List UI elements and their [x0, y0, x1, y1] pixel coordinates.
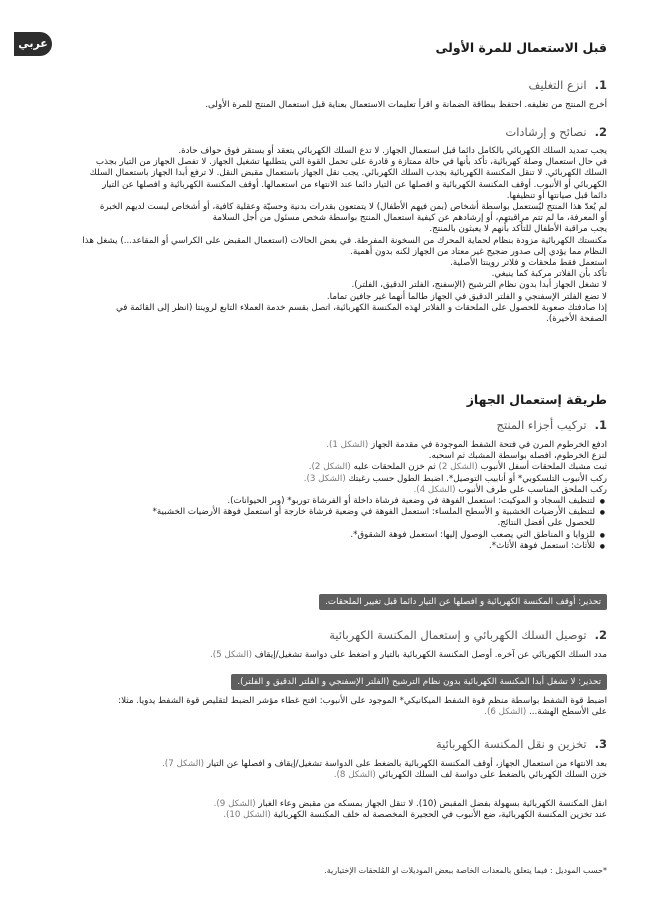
manual-page: عربي قبل الاستعمال للمرة الأولى 1.انزع التغليف أخرج المنتج من تغليفه. احتفظ ببطاقة الضمانة و اقرأ تعليمات الاستعمال بعناية قبل استعمال المنتج للمرة الأولى. 2.نصائح و إرشادات يجب تمديد السلك الكهربائي بالكامل دائما قبل استعمال الجهاز. لا تدع السلك الكهربائي يتعقد أو يستقر فوق حواف حادة. في حال استعمال وصلة كهربائية، تأكد بأنها في حالة ممتازة و قادرة على تحمل القوة التي يتطلبها تشغيل الجهاز. لا تفصل الجهاز من التيار بجذب السلك الكهربائي. لا تنقل المكنسة الكهربائية بجذب السلك الكهربائي. يجب نقل الجهاز باستعمال مقبض النقل. لا ترفع أبدا الجهاز باستعمال السلك الكهربائي أو الأنبوب. أوقف المكنسة الكهربائية و افصلها عن التيار دائما عند الانتهاء من استعمالها. أوقف المكنسة الكهربائية و افصلها عن التيار دائما قبل صيانتها أو تنظيفها. لم يُعدّ هذا المنتج ليُستعمل بواسطة أشخاص (بمن فيهم الأطفال) لا يتمتعون بقدرات بدنية وحسيّة وعقلية كافية، أو أشخاص ليست لديهم الخبرة أو المعرفة، ما لم تتم مراقبتهم، أو إرشادهم عن كيفية استعمال المنتج بواسطة شخص مسئول من أجل السلامة يجب مراقبة الأطفال للتأكد بأنهم لا يعبثون بالمنتج. مكنستك الكهربائية مزودة بنظام لحماية المحرك من السخونة المفرطة. في بعض الحالات (استعمال المقبض على الكراسي أو المقاعد...) يشغل هذا النظام مما يؤدي إلى صدور ضجيج غير معتاد من الجهاز لكنه بدون أهمية. استعمل فقط ملحقات و فلاتر روينتا الأصلية. تأكد بأن الفلاتر مركبة كما ينبغي. لا تشغل الجهاز أبدا بدون نظام الترشيح (الإسفنج، الفلتر الدقيق، الفلتر). لا تضع الفلتر الإسفنجي و الفلتر الدقيق في الجهاز طالما أنهما غير جافين تماما. إذا صادفتك صعوبة للحصول على الملحقات و الفلاتر لهذه المكنسة الكهربائية، اتصل بقسم خدمة العملاء التابع لروينتا (انظر إلى القائمة في الصفحة الأخيرة). طريقة إستعمال الجهاز 1.تركيب أجزاء المنتج ادفع الخرطوم المرن في فتحة الشفط الموجودة في مقدمة الجهاز (الشكل 1). لنزع الخرطوم، افصله بواسطة المشبك ثم اسحبه. ثبت مشبك الملحقات أسفل الأنبوب (الشكل 2) ثم خزن الملحقات عليه (الشكل 2). ركب الأنبوب التلسكوبي* أو أنابيب التوصيل*. اضبط الطول حسب رغبتك (الشكل 3). ركب الملحق المناسب على طرف الأنبوب (الشكل 4). ● لتنظيف السجاد و الموكيت: استعمل الفوهة في وضعية فرشاة داخلة أو الفرشاة توربو* (وبر الحيوانات). ● لتنظيف الأرضيات الخشبية و الأسطح الملساء: استعمل الفوهة في وضعية فرشاة خارجة أو استعمل فوهة الأرضيات الخشبية* للحصول على أفضل النتائج. ● للزوايا و المناطق التي يصعب الوصول إليها: استعمل فوهة الشقوق*. ● للأثاث: استعمل فوهة الأثاث*. تحذير: أوقف المكنسة الكهربائية و افصلها عن التيار دائما قبل تغيير الملحقات. 2.توصيل السلك الكهربائي و إستعمال المكنسة الكهربائية مدد السلك الكهربائي عن آخره. أوصل المكنسة الكهربائية بالتيار و اضغط على دواسة تشغيل/إيقاف (الشكل 5). تحذير: لا تشغل أبدا المكنسة الكهربائية بدون نظام الترشيح (الفلتر الإسفنجي و الفلتر الدقيق و الفلتر). اضبط قوة الشفط بواسطة منظم قوة الشفط الميكانيكي* الموجود على الأنبوب: افتح غطاء مؤشر الضبط لتقليص قوة الشفط يدويا. مثلا: على الأسطح الهشة... (الشكل 6). 3.تخزين و نقل المكنسة الكهربائية بعد الانتهاء من استعمال الجهاز، أوقف المكنسة الكهربائية بالضغط على الدواسة تشغيل/إيقاف و افصلها عن التيار (الشكل 7). خزن السلك الكهربائي بالضغط على دواسة لف السلك الكهربائي (الشكل 8). انقل المكنسة الكهربائية بسهولة بفضل المقبض (10). لا تنقل الجهاز بمسكه من مقبض وعاء الغبار (الشكل 9). عند تخزين المكنسة الكهربائية، ضع الأنبوب في الحجيرة المخصصة له خلف المكنسة الكهربائية (الشكل 10). *حسب الموديل : فيما يتعلق بالمعدات الخاصة ببعض الموديلات او المُلحقات الإختيارية.: [0, 0, 647, 919]
section-storage: [50, 737, 607, 751]
section-power-use: [50, 628, 607, 642]
title-how-to-use: طريقة إستعمال الجهاز: [466, 392, 607, 407]
heading-assembly: 1.تركيب أجزاء المنتج: [496, 418, 607, 432]
language-tab: عربي: [14, 32, 52, 56]
warning-filters: تحذير: لا تشغل أبدا المكنسة الكهربائية بدون نظام الترشيح (الفلتر الإسفنجي و الفلتر الدقيق و الفلتر).: [231, 674, 607, 690]
section-first-use: [50, 40, 607, 55]
tips-text: يجب تمديد السلك الكهربائي بالكامل دائما قبل استعمال الجهاز. لا تدع السلك الكهربائي يتعقد أو يستقر فوق حواف حادة. في حال استعمال وصلة كهربائية، تأكد بأنها في حالة ممتازة و قادرة على تحمل القوة التي يتطلبها تشغيل الجهاز. لا تفصل الجهاز من التيار بجذب السلك الكهربائي. لا تنقل المكنسة الكهربائية بجذب السلك الكهربائي. يجب نقل الجهاز باستعمال مقبض النقل. لا ترفع أبدا الجهاز باستعمال السلك الكهربائي أو الأنبوب. أوقف المكنسة الكهربائية و افصلها عن التيار دائما عند الانتهاء من استعمالها. أوقف المكنسة الكهربائية و افصلها عن التيار دائما قبل صيانتها أو تنظيفها. لم يُعدّ هذا المنتج ليُستعمل بواسطة أشخاص (بمن فيهم الأطفال) لا يتمتعون بقدرات بدنية وحسيّة وعقلية كافية، أو أشخاص ليست لديهم الخبرة أو المعرفة، ما لم تتم مراقبتهم، أو إرشادهم عن كيفية استعمال المنتج بواسطة شخص مسئول من أجل السلامة يجب مراقبة الأطفال للتأكد بأنهم لا يعبثون بالمنتج. مكنستك الكهربائية مزودة بنظام لحماية المحرك من السخونة المفرطة. في بعض الحالات (استعمال المقبض على الكراسي أو المقاعد...) يشغل هذا النظام مما يؤدي إلى صدور ضجيج غير معتاد من الجهاز لكنه بدون أهمية. استعمل فقط ملحقات و فلاتر روينتا الأصلية. تأكد بأن الفلاتر مركبة كما ينبغي. لا تشغل الجهاز أبدا بدون نظام الترشيح (الإسفنج، الفلتر الدقيق، الفلتر). لا تضع الفلتر الإسفنجي و الفلتر الدقيق في الجهاز طالما أنهما غير جافين تماما. إذا صادفتك صعوبة للحصول على الملحقات و الفلاتر لهذه المكنسة الكهربائية، اتصل بقسم خدمة العملاء التابع لروينتا (انظر إلى القائمة في الصفحة الأخيرة).: [82, 146, 607, 325]
list-item: ● لتنظيف الأرضيات الخشبية و الأسطح الملساء: استعمل الفوهة في وضعية فرشاة خارجة أو استعمل فوهة الأرضيات الخشبية*: [50, 507, 595, 518]
heading-power-use: 2.توصيل السلك الكهربائي و إستعمال المكنسة الكهربائية: [329, 628, 607, 642]
heading-storage: 3.تخزين و نقل المكنسة الكهربائية: [435, 737, 607, 751]
footnote: *حسب الموديل : فيما يتعلق بالمعدات الخاصة ببعض الموديلات او المُلحقات الإختيارية.: [324, 866, 607, 875]
list-item: ● للأثاث: استعمل فوهة الأثاث*.: [50, 541, 595, 552]
unpacking-text: أخرج المنتج من تغليفه. احتفظ ببطاقة الضمانة و اقرأ تعليمات الاستعمال بعناية قبل استعمال المنتج للمرة الأولى.: [205, 100, 607, 110]
heading-unpacking: 1.انزع التغليف: [528, 78, 607, 92]
warning-accessories: تحذير: أوقف المكنسة الكهربائية و افصلها عن التيار دائما قبل تغيير الملحقات.: [319, 594, 607, 610]
assembly-text: ادفع الخرطوم المرن في فتحة الشفط الموجودة في مقدمة الجهاز (الشكل 1). لنزع الخرطوم، افصله بواسطة المشبك ثم اسحبه. ثبت مشبك الملحقات أسفل الأنبوب (الشكل 2) ثم خزن الملحقات عليه (الشكل 2). ركب الأنبوب التلسكوبي* أو أنابيب التوصيل*. اضبط الطول حسب رغبتك (الشكل 3). ركب الملحق المناسب على طرف الأنبوب (الشكل 4). ● لتنظيف السجاد و الموكيت: استعمل الفوهة في وضعية فرشاة داخلة أو الفرشاة توربو* (وبر الحيوانات). ● لتنظيف الأرضيات الخشبية و الأسطح الملساء: استعمل الفوهة في وضعية فرشاة خارجة أو استعمل فوهة الأرضيات الخشبية* للحصول على أفضل النتائج. ● للزوايا و المناطق التي يصعب الوصول إليها: استعمل فوهة الشقوق*. ● للأثاث: استعمل فوهة الأثاث*.: [50, 440, 607, 552]
section-tips: [50, 125, 607, 139]
title-first-use: قبل الاستعمال للمرة الأولى: [435, 40, 607, 55]
heading-tips: 2.نصائح و إرشادات: [505, 125, 607, 139]
nozzle-usage-list: [50, 496, 607, 552]
list-item: للحصول على أفضل النتائج.: [497, 518, 595, 529]
list-item: ● لتنظيف السجاد و الموكيت: استعمل الفوهة في وضعية فرشاة داخلة أو الفرشاة توربو* (وبر الحيوانات).: [50, 496, 595, 507]
list-item: ● للزوايا و المناطق التي يصعب الوصول إليها: استعمل فوهة الشقوق*.: [50, 530, 595, 541]
section-assembly: [50, 418, 607, 432]
section-unpacking: [50, 78, 607, 92]
